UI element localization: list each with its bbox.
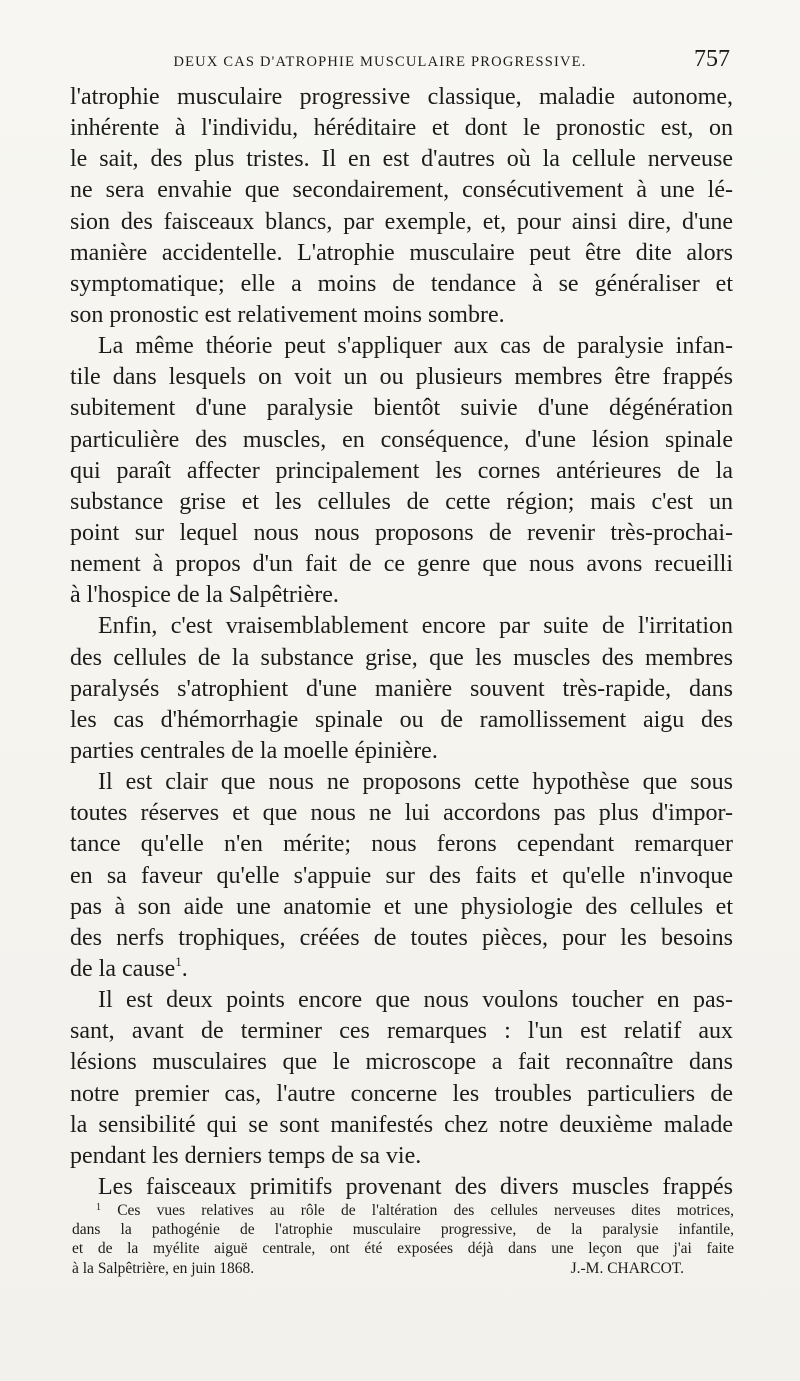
text-line: toutes réserves et que nous ne lui accordons pas plus d'impor- [70,800,733,827]
text-line-with-footnote: de la cause$^1$. [70,953,188,982]
text-line: des nerfs trophiques, créées de toutes pièces, pour les besoins [70,924,733,951]
text-line: les cas d'hémorrhagie spinale ou de ramollissement aigu des [70,706,733,733]
text-line: Enfin, c'est vraisemblablement encore par suite de l'irritation [98,613,733,640]
text-line: symptomatique; elle a moins de tendance à se généraliser et [70,270,733,297]
footnote-line: et de la myélite aiguë centrale, ont été exposées déjà dans une leçon que j'ai faite [72,1240,734,1258]
text-line: pendant les derniers temps de sa vie. [70,1142,422,1169]
text-line: parties centrales de la moelle épinière. [70,737,438,764]
footnote [72,1201,734,1278]
page-header [70,46,730,78]
footnote-signature: J.-M. CHARCOT. [570,1259,684,1277]
page-number: 757 [694,46,730,72]
text-line: manière accidentelle. L'atrophie musculaire peut être dite alors [70,239,733,266]
text-line: ne sera envahie que secondairement, consécutivement à une lé- [70,177,733,204]
text-line: inhérente à l'individu, héréditaire et dont le pronostic est, on [70,115,733,142]
text-line: point sur lequel nous nous proposons de revenir très-prochai- [70,519,733,546]
text-line: Les faisceaux primitifs provenant des divers muscles frappés [98,1173,733,1200]
text-line: de la cause [70,955,176,982]
text-line: particulière des muscles, en conséquence, d'une lésion spinale [70,426,733,453]
text-line: tance qu'elle n'en mérite; nous ferons cependant remarquer [70,831,733,858]
text-line: l'atrophie musculaire progressive classique, maladie autonome, [70,84,733,110]
text-line: Il est deux points encore que nous voulons toucher en pas- [98,987,733,1014]
text-line: pas à son aide une anatomie et une physiologie des cellules et [70,893,733,920]
footnote-marker: 1 [96,1202,101,1213]
footnote-last-line [72,1259,734,1278]
text-line: sant, avant de terminer ces remarques : l'un est relatif aux [70,1018,733,1045]
text-line: tile dans lesquels on voit un ou plusieurs membres être frappés [70,364,733,391]
text-line: la sensibilité qui se sont manifestés chez notre deuxième malade [70,1111,733,1138]
text-line: le sait, des plus tristes. Il en est d'autres où la cellule nerveuse [70,146,733,173]
footnote-line: dans la pathogénie de l'atrophie musculaire progressive, de la paralysie infantile, [72,1221,734,1239]
text-line: son pronostic est relativement moins sombre. [70,301,505,328]
footnote-reference[interactable]: 1 [175,953,182,969]
footnote-line: à la Salpêtrière, en juin 1868. [72,1259,255,1277]
running-title: DEUX CAS D'ATROPHIE MUSCULAIRE PROGRESSIVE. [173,54,587,70]
text-line: qui paraît affecter principalement les cornes antérieures de la [70,457,733,484]
text-line: en sa faveur qu'elle s'appuie sur des faits et qu'elle n'invoque [70,862,733,889]
text-line: notre premier cas, l'autre concerne les troubles particuliers de [70,1080,733,1107]
text-line: paralysés s'atrophient d'une manière souvent très-rapide, dans [70,675,733,702]
footnote-line [72,1201,734,1220]
body-text [70,82,733,1203]
text-line: Il est clair que nous ne proposons cette hypothèse que sous [98,769,733,796]
text-line: à l'hospice de la Salpêtrière. [70,582,339,609]
text-line: substance grise et les cellules de cette région; mais c'est un [70,488,733,515]
text-line: des cellules de la substance grise, que les muscles des membres [70,644,733,671]
text-line: nement à propos d'un fait de ce genre que nous avons recueilli [70,551,733,578]
text-line: La même théorie peut s'appliquer aux cas de paralysie infan- [98,333,733,360]
footnote-text: Ces vues relatives au rôle de l'altération des cellules nerveuses dites motrices, [117,1202,734,1219]
text-line: sion des faisceaux blancs, par exemple, et, pour ainsi dire, d'une [70,208,733,235]
text-line: subitement d'une paralysie bientôt suivie d'une dégénération [70,395,733,422]
text-line: lésions musculaires que le microscope a fait reconnaître dans [70,1049,733,1076]
